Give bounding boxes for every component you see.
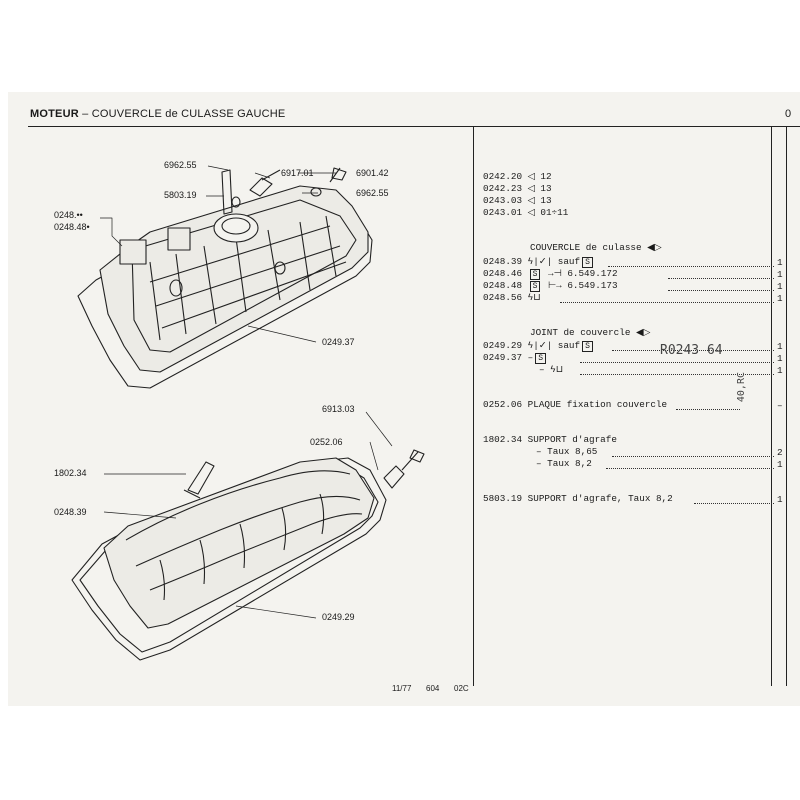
qty-0249-x: 1	[777, 365, 783, 376]
dots-1802-b	[606, 468, 774, 469]
qty-0248-46: 1	[777, 269, 783, 280]
footer-code: 02C	[454, 684, 469, 693]
qty-1802-b: 1	[777, 459, 783, 470]
bolt-6913	[402, 450, 424, 470]
dots-0248-46	[668, 278, 774, 279]
callout-6913-03: 6913.03	[322, 404, 355, 414]
qty-0249-37: 1	[777, 353, 783, 364]
header-separator: –	[82, 108, 89, 120]
dots-0248-56	[560, 302, 774, 303]
dots-0248-48	[668, 290, 774, 291]
row-0249-29: 0249.29 ϟ|✓| sauf S	[483, 340, 595, 352]
dots-5803-19	[694, 503, 774, 504]
plate-0252	[384, 466, 404, 488]
qty-1802-a: 2	[777, 447, 783, 458]
row-0248-56: 0248.56 ϟ⊔	[483, 292, 541, 303]
lower-cover-shell	[104, 458, 374, 628]
qty-0252-06: –	[777, 400, 783, 411]
bolt-6917	[250, 170, 280, 196]
support-1802	[184, 462, 214, 498]
engine-row-1: 0242.20 ◁ 12	[483, 171, 552, 182]
dots-1802-a	[612, 456, 774, 457]
callout-0249-37: 0249.37	[322, 337, 355, 347]
page-title: COUVERCLE de CULASSE GAUCHE	[91, 108, 286, 120]
section-title: MOTEUR	[30, 108, 79, 120]
qty-0248-48: 1	[777, 281, 783, 292]
page-marker: 0	[785, 108, 792, 120]
cover-heading: COUVERCLE de culasse ◀▷	[530, 242, 662, 253]
qty-0248-39: 1	[777, 257, 783, 268]
row-0249-x: – ϟ⊔	[539, 364, 564, 375]
row-5803-19: 5803.19 SUPPORT d'agrafe, Taux 8,2	[483, 493, 673, 504]
handwritten-side-note: 40,RC	[736, 372, 747, 403]
engine-row-3: 0243.03 ◁ 13	[483, 195, 552, 206]
dots-0249-37	[580, 362, 774, 363]
handwritten-note: R0243 64	[660, 343, 723, 358]
callout-0248-a: 0248.••	[54, 210, 83, 220]
callout-0249-29: 0249.29	[322, 612, 355, 622]
row-1802-b: – Taux 8,2	[536, 458, 592, 469]
engine-row-2: 0242.23 ◁ 13	[483, 183, 552, 194]
callout-5803-19: 5803.19	[164, 190, 197, 200]
callout-0248-39: 0248.39	[54, 507, 87, 517]
row-0252-06: 0252.06 PLAQUE fixation couvercle	[483, 399, 668, 410]
callout-6901-42: 6901.42	[356, 168, 389, 178]
row-1802-a: – Taux 8,65	[536, 446, 598, 457]
callout-6962-55: 6962.55	[164, 160, 197, 170]
callout-6917-01: 6917.01	[281, 168, 314, 178]
row-0248-39: 0248.39 ϟ|✓| sauf S	[483, 256, 595, 268]
engine-row-4: 0243.01 ◁ 01÷11	[483, 207, 569, 218]
callout-0248-48: 0248.48•	[54, 222, 90, 232]
footer-model: 604	[426, 684, 440, 693]
qty-0248-56: 1	[777, 293, 783, 304]
footer-date: 11/77	[392, 684, 412, 693]
row-1802-34: 1802.34 SUPPORT d'agrafe	[483, 434, 617, 445]
row-0249-37: 0249.37 – S	[483, 352, 548, 364]
qty-5803-19: 1	[777, 494, 783, 505]
qty-0249-29: 1	[777, 341, 783, 352]
row-0248-48: 0248.48 S ⊢→ 6.549.173	[483, 280, 618, 291]
callout-6962-55-right: 6962.55	[356, 188, 389, 198]
dots-0252-06	[676, 409, 740, 410]
callout-1802-34: 1802.34	[54, 468, 87, 478]
row-0248-46: 0248.46 S →⊣ 6.549.172	[483, 268, 618, 279]
dots-0248-39	[608, 266, 774, 267]
callout-0252-06: 0252.06	[310, 437, 343, 447]
joint-heading: JOINT de couvercle ◀▷	[530, 327, 651, 338]
bolt-6901	[330, 168, 346, 182]
